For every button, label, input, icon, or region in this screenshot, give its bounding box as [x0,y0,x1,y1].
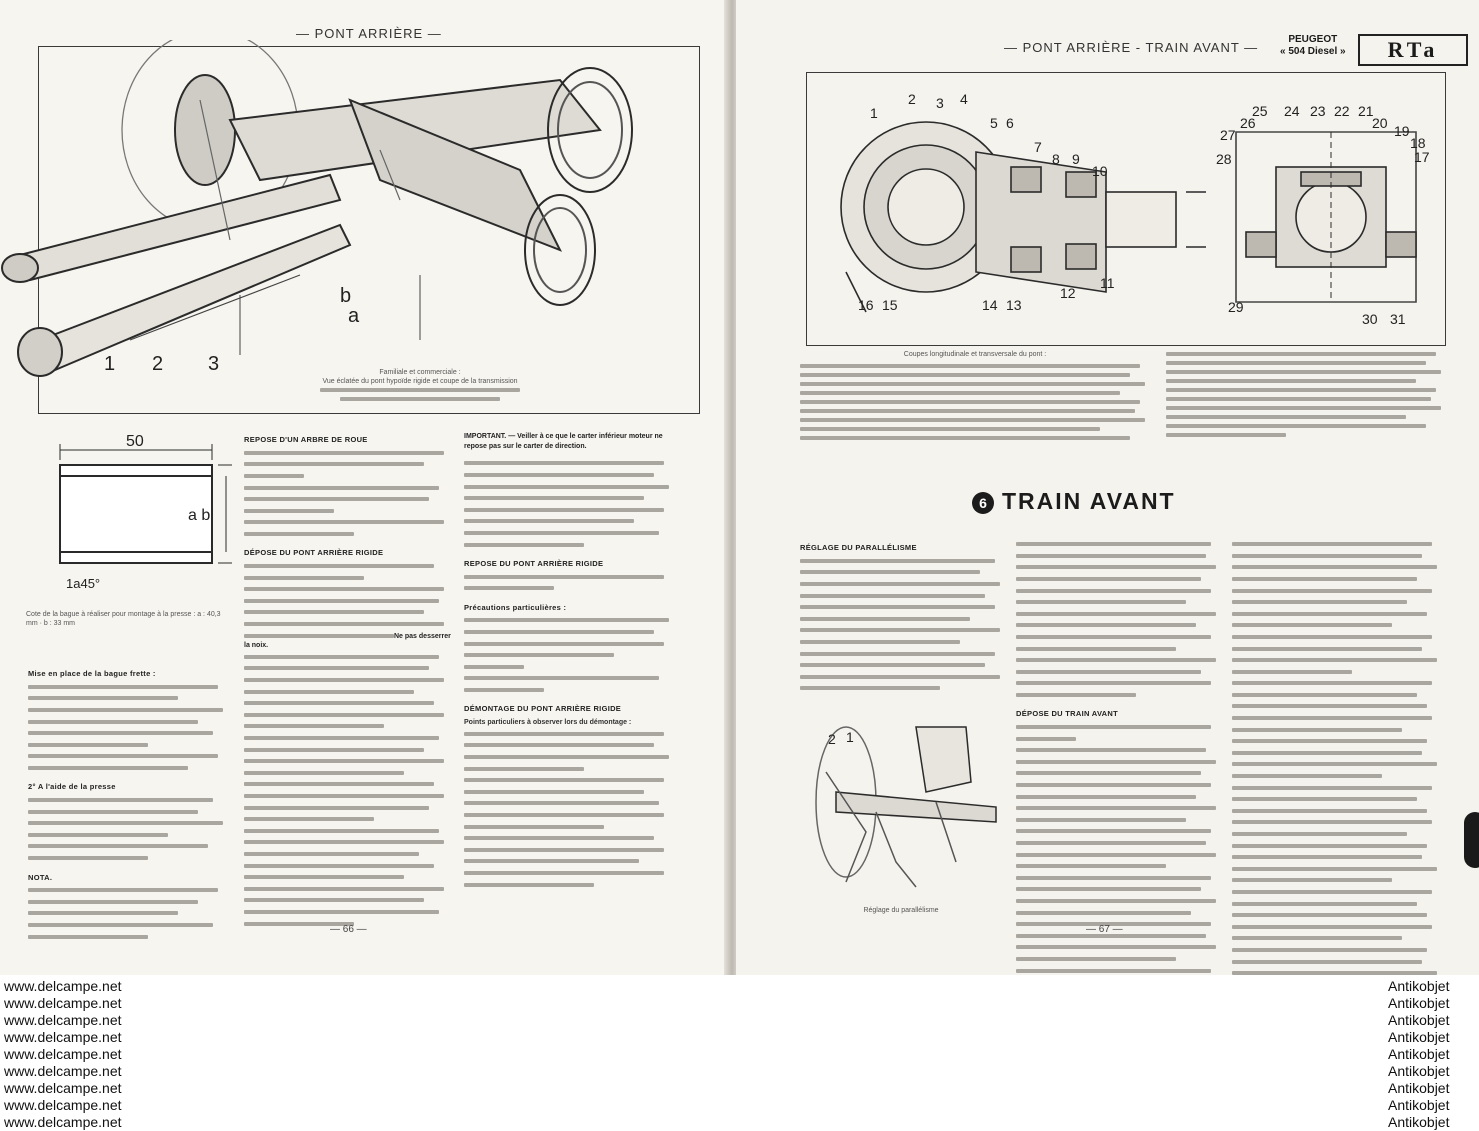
section-label-20: 20 [1372,115,1388,131]
section-caption-block [800,350,1150,443]
section-label-9: 9 [1072,151,1080,167]
fig1-caption-title: Familiale et commerciale : [379,369,461,376]
watermark-right-line: Antikobjet [1388,1080,1450,1096]
bague-frette-heading: Mise en place de la bague frette : [28,669,156,678]
section-label-22: 22 [1334,103,1350,119]
watermark-left-line: www.delcampe.net [4,1114,122,1130]
rear-axle-illustration [0,40,720,420]
fig1-label-2: 2 [152,353,164,375]
section-label-14: 14 [982,297,998,313]
watermark-right-line: Antikobjet [1388,1012,1450,1028]
section-title: TRAIN AVANT [1002,488,1176,514]
parallelism-label-1: 1 [846,729,854,745]
parallelism-caption: Réglage du parallélisme [863,907,939,914]
section-label-10: 10 [1092,163,1108,179]
bushing-width-label: 50 [126,433,144,450]
brand-peugeot: PEUGEOT [1288,34,1338,45]
bushing-dimension-drawing [36,430,236,600]
parallelism-label-2: 2 [828,731,836,747]
section-label-3: 3 [936,95,944,111]
section-label-8: 8 [1052,151,1060,167]
watermark-right-line: Antikobjet [1388,1046,1450,1062]
section-label-19: 19 [1394,123,1410,139]
repose-arbre-heading: REPOSE D'UN ARBRE DE ROUE [244,435,368,444]
watermark-left-line: www.delcampe.net [4,1029,122,1045]
rta-logo: RTa [1358,34,1468,66]
watermark-left-line: www.delcampe.net [4,1046,122,1062]
section-label-29: 29 [1228,299,1244,315]
left-running-head: — PONT ARRIÈRE — [296,26,442,41]
watermark-left-line: www.delcampe.net [4,978,122,994]
axle-section-drawing [806,72,1444,344]
watermark-right-line: Antikobjet [1388,1097,1450,1113]
left-col-3 [464,432,676,892]
fig1-label-a: a [348,305,360,327]
section-label-31: 31 [1390,311,1406,327]
bushing-chamfer-label: 1a45° [66,576,101,591]
noix-note: Ne pas desserrer la noix. [244,632,451,650]
right-page-number: — 67 — [1086,924,1123,935]
section-label-7: 7 [1034,139,1042,155]
watermark-left [4,978,122,1131]
watermark-right-line: Antikobjet [1388,1029,1450,1045]
section-label-1: 1 [870,105,878,121]
repose-pont-heading: REPOSE DU PONT ARRIÈRE RIGIDE [464,558,604,568]
binder-hole [1464,812,1479,868]
section-label-17: 17 [1414,149,1430,165]
bushing-side-label: a b [188,507,211,524]
section-label-18: 18 [1410,135,1426,151]
section-label-15: 15 [882,297,898,313]
section-label-26: 26 [1240,115,1256,131]
section-label-23: 23 [1310,103,1326,119]
depose-train-heading: DÉPOSE DU TRAIN AVANT [1016,709,1118,719]
watermark-right-line: Antikobjet [1388,995,1450,1011]
section-label-2: 2 [908,91,916,107]
section-label-11: 11 [1100,275,1115,291]
section-label-30: 30 [1362,311,1378,327]
section-label-12: 12 [1060,285,1076,301]
watermark-left-line: www.delcampe.net [4,995,122,1011]
brand-model: « 504 Diesel » [1280,46,1346,57]
watermark-left-line: www.delcampe.net [4,1063,122,1079]
left-col-1 [28,660,233,944]
right-col-1 [800,534,1005,696]
parallelisme-heading: RÉGLAGE DU PARALLÉLISME [800,543,917,552]
section-label-21: 21 [1358,103,1374,119]
section-label-4: 4 [960,91,968,107]
section-number-badge: 6 [972,492,994,514]
section-label-13: 13 [1006,297,1022,313]
watermark-right [1388,978,1449,1131]
watermark-left-line: www.delcampe.net [4,1080,122,1096]
fig2-caption: Cote de la bague à réaliser pour montage à la presse : a : 40,3 mm · b : 33 mm [26,611,221,627]
fig1-caption-text: Vue éclatée du pont hypoïde rigide et coupe de la transmission [322,378,518,385]
brand-block [1280,34,1346,58]
watermark-right-line: Antikobjet [1388,1063,1450,1079]
nota-heading: NOTA. [28,872,53,882]
right-col-2 [1016,540,1222,975]
fig1-label-b: b [340,285,352,307]
right-col-3 [1232,540,1444,975]
left-col-2 [244,426,452,931]
fig1-caption [300,368,540,404]
right-running-head: — PONT ARRIÈRE - TRAIN AVANT — [1004,40,1259,55]
fig1-label-1: 1 [104,353,116,375]
section-label-28: 28 [1216,151,1232,167]
section-caption: Coupes longitudinale et transversale du pont : [903,351,1047,358]
watermark-right-line: Antikobjet [1388,1114,1450,1130]
left-page [0,0,730,975]
important-note: IMPORTANT. — Veiller à ce que le carter inférieur moteur ne repose pas sur le carter de direction. [464,433,663,450]
watermark-right-line: Antikobjet [1388,978,1450,994]
watermark-left-line: www.delcampe.net [4,1012,122,1028]
fig1-label-3: 3 [208,353,220,375]
depose-pont-heading: DÉPOSE DU PONT ARRIÈRE RIGIDE [244,548,384,558]
section-label-27: 27 [1220,127,1236,143]
points-heading: Points particuliers à observer lors du démontage : [464,719,632,727]
left-page-number: — 66 — [330,924,367,935]
precautions-heading: Précautions particulières : [464,602,567,612]
presse-heading: 2° A l'aide de la presse [28,782,116,792]
section-label-6: 6 [1006,115,1014,131]
section-label-5: 5 [990,115,998,131]
section-caption-cont [1166,350,1446,440]
section-label-16: 16 [858,297,874,313]
section-label-24: 24 [1284,103,1300,119]
watermark-left-line: www.delcampe.net [4,1097,122,1113]
parallelism-illustration [806,712,1006,902]
demontage-heading: DÉMONTAGE DU PONT ARRIÈRE RIGIDE [464,704,622,714]
section-label-25: 25 [1252,103,1268,119]
